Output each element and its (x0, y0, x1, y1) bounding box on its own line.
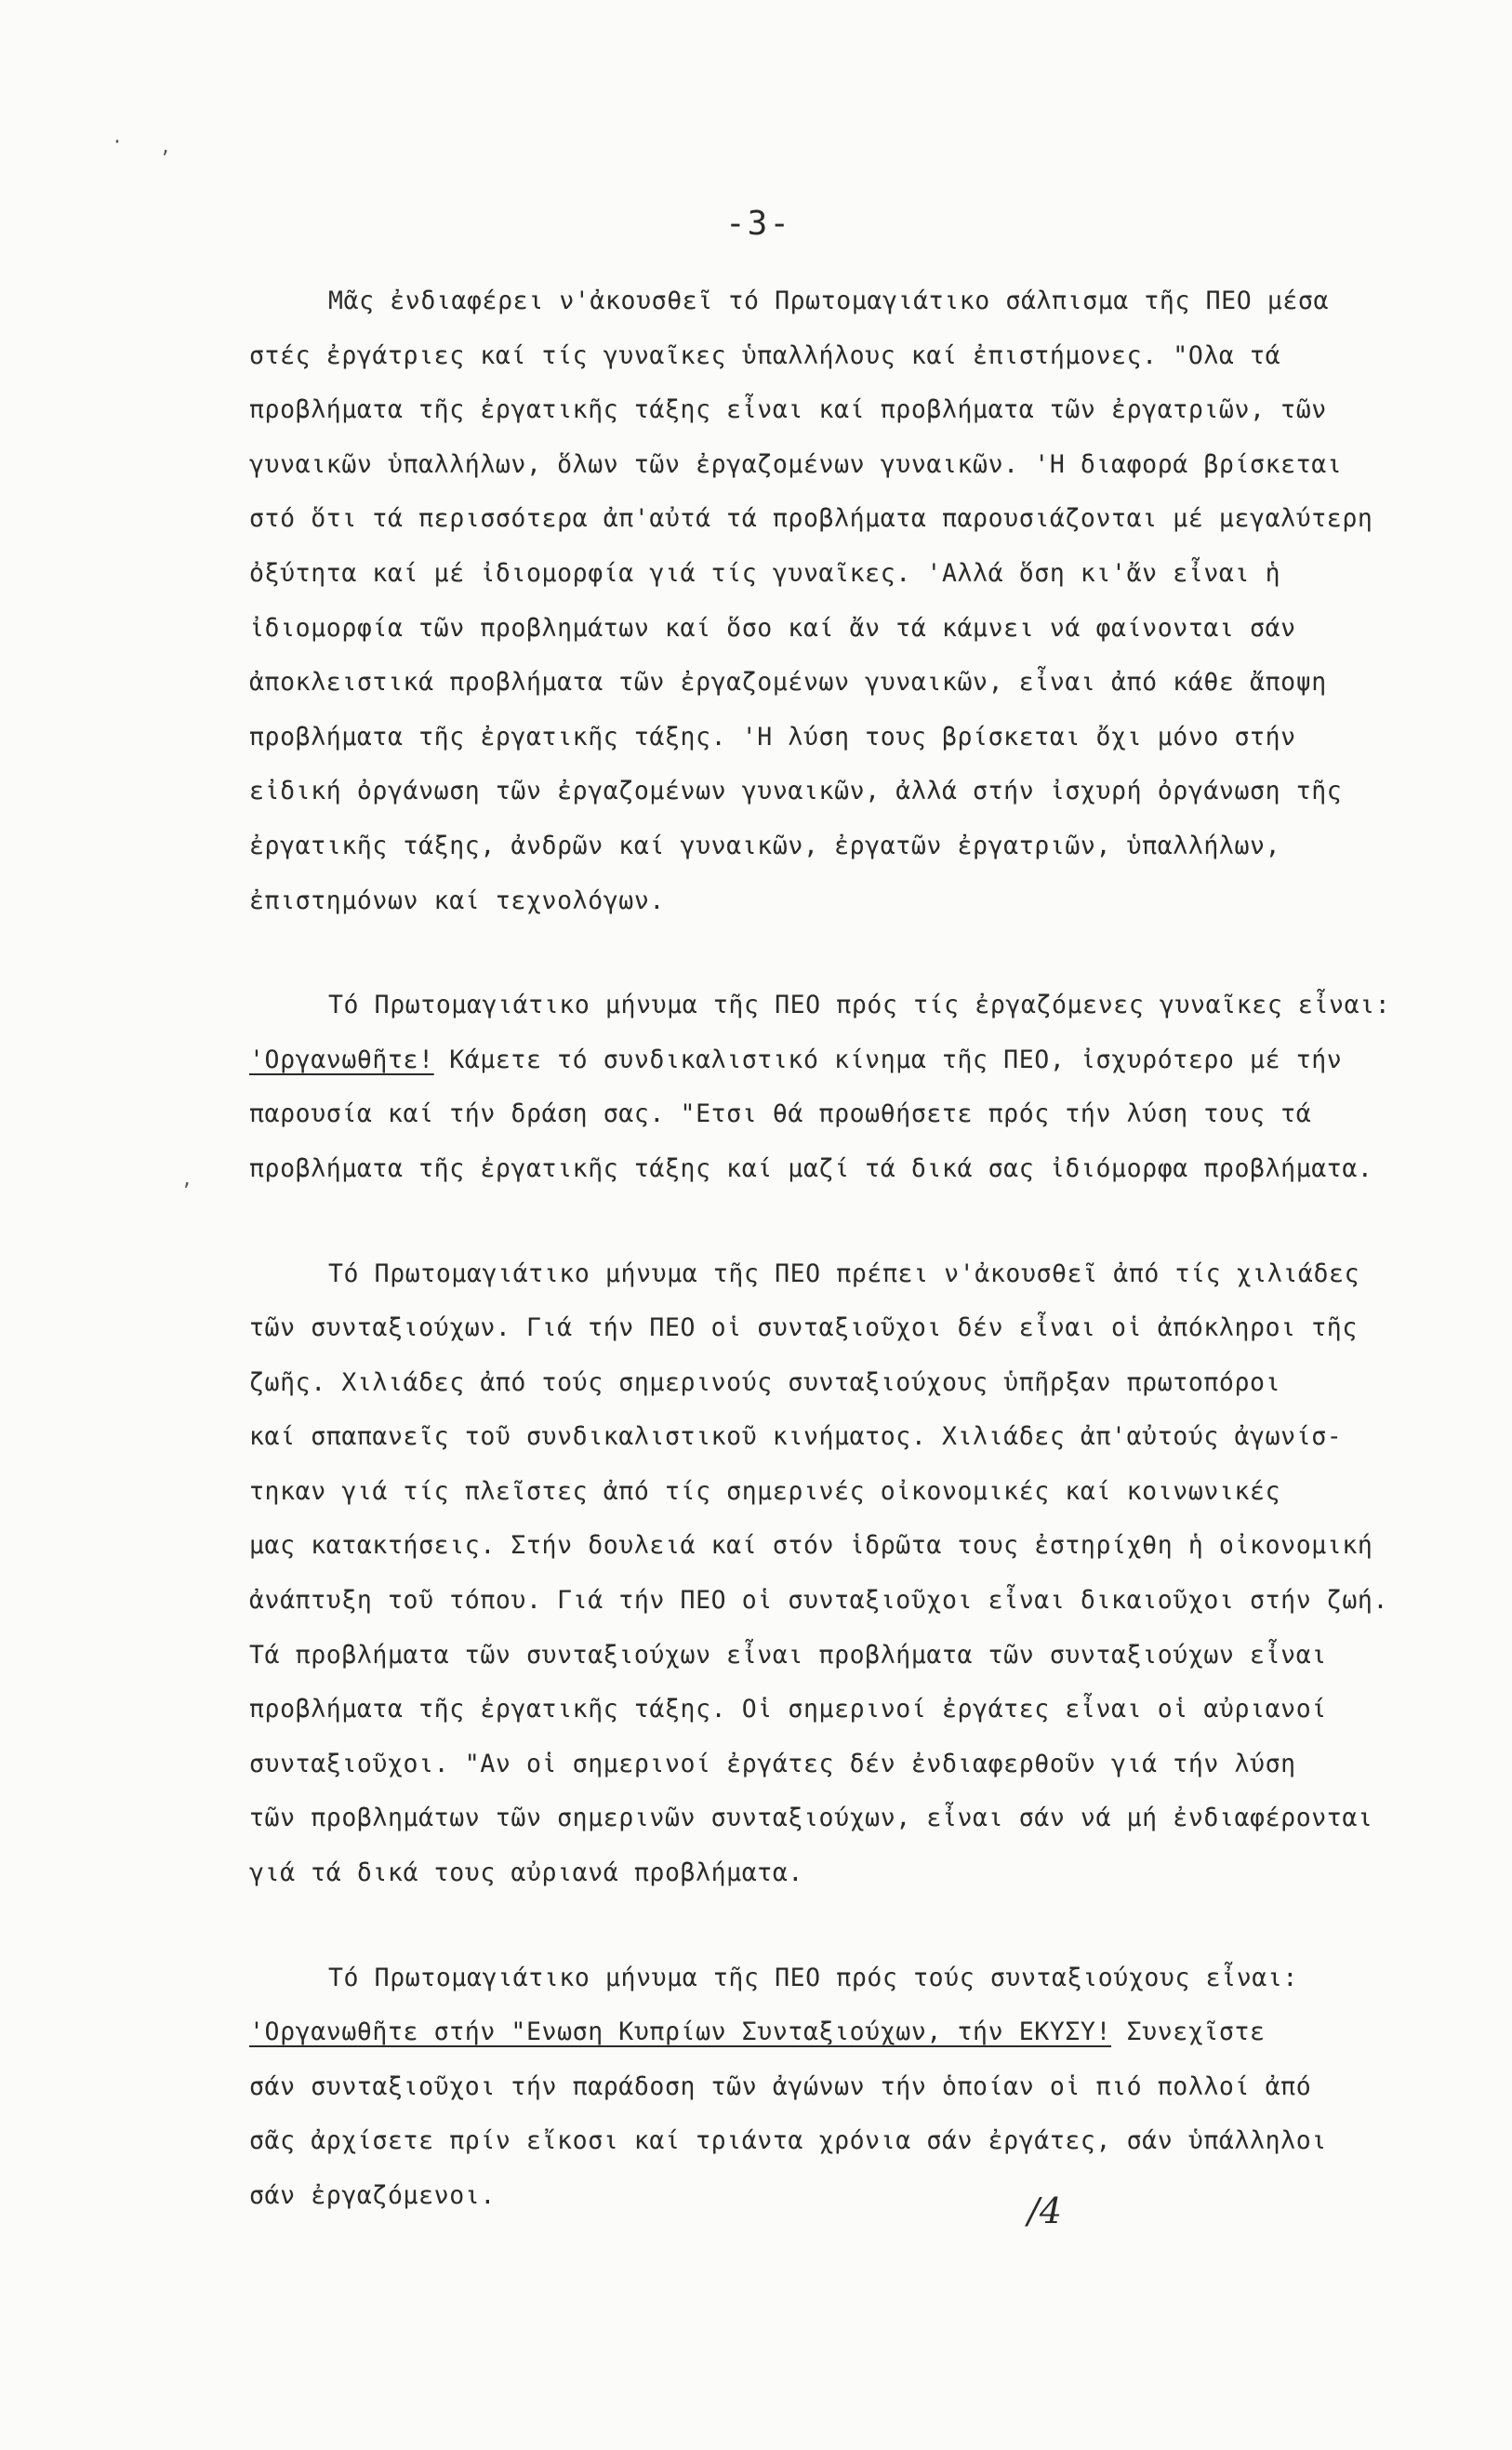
paragraph-pensioners (249, 1247, 1402, 1901)
text-line (249, 1033, 1402, 1088)
document-body (249, 274, 1402, 2274)
text-line: γιά τά δικά τους αὐριανά προβλήματα. (249, 1858, 803, 1888)
text-line: Τό Πρωτομαγιάτικο μήνυμα τῆς ΠΕΟ πρός τίς ἐργαζόμενες γυναῖκες εἶναι: (328, 991, 1391, 1020)
text-line (249, 2005, 1402, 2060)
paragraph-message-to-women (249, 979, 1402, 1196)
scan-speck: , (181, 1167, 193, 1190)
text-line: Τά προβλήματα τῶν συνταξιούχων εἶναι προβλήματα τῶν συνταξιούχων εἶναι (249, 1640, 1327, 1670)
text-line: ἐργατικῆς τάξης, ἀνδρῶν καί γυναικῶν, ἐργατῶν ἐργατριῶν, ὑπαλλήλων, (249, 831, 1281, 860)
scan-speck: · (112, 130, 124, 153)
underlined-slogan: 'Οργανωθῆτε στήν "Ενωση Κυπρίων Συνταξιούχων, τήν ΕΚΥΣΥ! (249, 2017, 1112, 2047)
paragraph-message-to-pensioners (249, 1951, 1402, 2224)
text-line: τηκαν γιά τίς πλεῖστες ἀπό τίς σημερινές οἰκονομικές καί κοινωνικές (249, 1476, 1281, 1506)
text-line: συνταξιοῦχοι. "Αν οἱ σημερινοί ἐργάτες δέν ἐνδιαφερθοῦν γιά τήν λύση (249, 1749, 1296, 1778)
text-line: γυναικῶν ὑπαλλήλων, ὅλων τῶν ἐργαζομένων γυναικῶν. 'Η διαφορά βρίσκεται (249, 449, 1343, 479)
text-line: σάν ἐργαζόμενοι. (249, 2181, 496, 2210)
text-line: τῶν συνταξιούχων. Γιά τήν ΠΕΟ οἱ συνταξιοῦχοι δέν εἶναι οἱ ἀπόκληροι τῆς (249, 1313, 1358, 1343)
page-number: -3- (725, 205, 792, 243)
scan-speck: , (160, 135, 172, 157)
text-line: καί σπαπανεῖς τοῦ συνδικαλιστικοῦ κινήματος. Χιλιάδες ἀπ'αὐτούς ἀγωνίσ- (249, 1422, 1343, 1452)
text-line: προβλήματα τῆς ἐργατικῆς τάξης. 'Η λύση τους βρίσκεται ὄχι μόνο στήν (249, 722, 1296, 752)
text-line: Τό Πρωτομαγιάτικο μήνυμα τῆς ΠΕΟ πρέπει ν'ἀκουσθεῖ ἀπό τίς χιλιάδες (328, 1258, 1360, 1288)
text-line: στό ὅτι τά περισσότερα ἀπ'αὐτά τά προβλήματα παρουσιάζονται μέ μεγαλύτερη (249, 504, 1373, 534)
text-run: Συνεχῖστε (1111, 2017, 1266, 2047)
text-line: ζωῆς. Χιλιάδες ἀπό τούς σημερινούς συνταξιούχους ὑπῆρξαν πρωτοπόροι (249, 1367, 1281, 1397)
text-line: προβλήματα τῆς ἐργατικῆς τάξης καί μαζί τά δικά σας ἰδιόμορφα προβλήματα. (249, 1153, 1373, 1183)
text-line: προβλήματα τῆς ἐργατικῆς τάξης. Οἱ σημερινοί ἐργάτες εἶναι οἱ αὐριανοί (249, 1695, 1327, 1724)
text-line: ἀνάπτυξη τοῦ τόπου. Γιά τήν ΠΕΟ οἱ συνταξιοῦχοι εἶναι δικαιοῦχοι στήν ζωή. (249, 1586, 1389, 1616)
text-line: μας κατακτήσεις. Στήν δουλειά καί στόν ἱδρῶτα τους ἐστηρίχθη ἡ οἰκονομική (249, 1531, 1373, 1561)
text-line: ἐπιστημόνων καί τεχνολόγων. (249, 885, 665, 915)
text-line: παρουσία καί τήν δράση σας. "Ετσι θά προωθήσετε πρός τήν λύση τους τά (249, 1099, 1312, 1129)
text-line: ἀποκλειστικά προβλήματα τῶν ἐργαζομένων γυναικῶν, εἶναι ἀπό κάθε ἄποψη (249, 668, 1327, 698)
text-line: Μᾶς ἐνδιαφέρει ν'ἀκουσθεῖ τό Πρωτομαγιάτικο σάλπισμα τῆς ΠΕΟ μέσα (328, 286, 1330, 315)
text-run: Κάμετε τό συνδικαλιστικό κίνημα τῆς ΠΕΟ, ἰσχυρότερο μέ τήν (433, 1045, 1343, 1074)
text-line: Τό Πρωτομαγιάτικο μήνυμα τῆς ΠΕΟ πρός τούς συνταξιούχους εἶναι: (328, 1963, 1298, 1992)
text-line: ὀξύτητα καί μέ ἰδιομορφία γιά τίς γυναῖκες. 'Αλλά ὅση κι'ἄν εἶναι ἡ (249, 558, 1281, 588)
text-line: ἰδιομορφία τῶν προβλημάτων καί ὅσο καί ἄν τά κάμνει νά φαίνονται σάν (249, 613, 1296, 643)
paragraph-working-women (249, 274, 1402, 928)
underlined-slogan: 'Οργανωθῆτε! (249, 1045, 434, 1074)
text-line: τῶν προβλημάτων τῶν σημερινῶν συνταξιούχων, εἶναι σάν νά μή ἐνδιαφέρονται (249, 1804, 1373, 1833)
continuation-marker: /4 (1028, 2190, 1062, 2231)
text-line: προβλήματα τῆς ἐργατικῆς τάξης εἶναι καί προβλήματα τῶν ἐργατριῶν, τῶν (249, 395, 1327, 425)
text-line: σᾶς ἀρχίσετε πρίν εἴκοσι καί τριάντα χρόνια σάν ἐργάτες, σάν ὑπάλληλοι (249, 2126, 1327, 2156)
text-line: σάν συνταξιοῦχοι τήν παράδοση τῶν ἀγώνων τήν ὁποίαν οἱ πιό πολλοί ἀπό (249, 2071, 1312, 2101)
text-line: στές ἐργάτριες καί τίς γυναῖκες ὑπαλλήλους καί ἐπιστήμονες. "Ολα τά (249, 340, 1281, 370)
text-line: εἰδική ὀργάνωση τῶν ἐργαζομένων γυναικῶν, ἀλλά στήν ἰσχυρή ὀργάνωση τῆς (249, 777, 1343, 806)
